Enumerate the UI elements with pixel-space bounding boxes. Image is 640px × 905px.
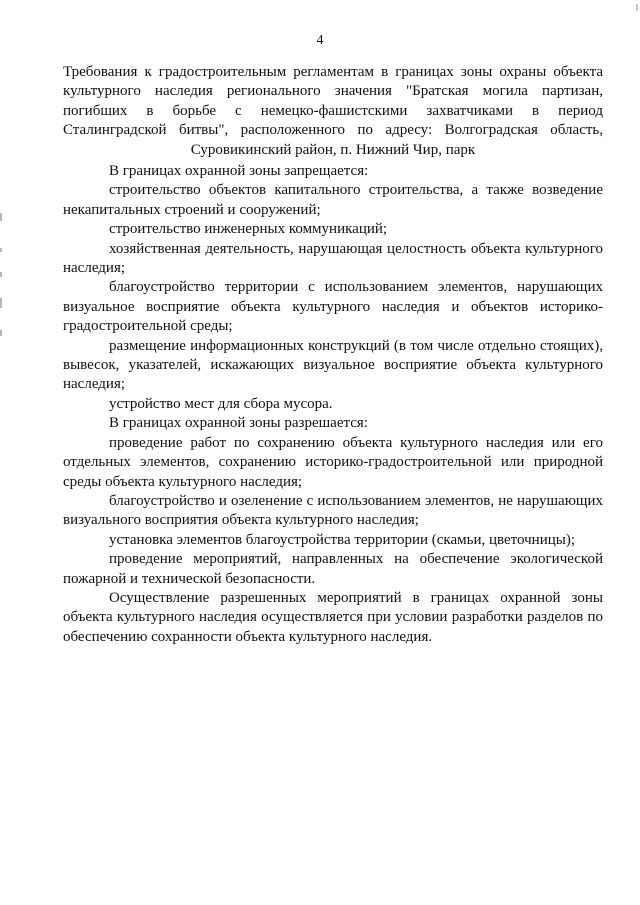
paragraph-item: проведение мероприятий, направленных на обеспечение экологической пожарной и технической безопасности. [63, 551, 603, 587]
document-body [63, 162, 603, 647]
paragraph-item: благоустройство и озеленение с использованием элементов, не нарушающих визуального восприятия объекта культурного наследия; [63, 492, 603, 529]
page-number: 4 [316, 33, 324, 48]
scan-edge-mark [636, 4, 638, 11]
scan-edge-mark [0, 330, 2, 336]
paragraph-item: устройство мест для сбора мусора. [109, 395, 333, 412]
paragraph-item: строительство объектов капитального строительства, а также возведение некапитальных строений и сооружений; [63, 182, 603, 218]
paragraph-item: проведение работ по сохранению объекта культурного наследия или его отдельных элементов, сохранению историко-градостроительной или природной среды объекта культурного наследия; [63, 434, 603, 490]
document-title: Требования к градостроительным регламентам в границах зоны охраны объекта культурного наследия регионального значения "Братская могила партизан, погибших в борьбе с немецко-фашистскими захватчиками в период Сталинградской битвы", расположенного по адресу: Волгоградская область, Суровикинский район, п. Нижний Чир, парк [63, 64, 603, 158]
paragraph-item: строительство инженерных коммуникаций; [109, 221, 388, 238]
paragraph-prohibited-heading: В границах охранной зоны запрещается: [109, 163, 369, 179]
paragraph-item: хозяйственная деятельность, нарушающая целостность объекта культурного наследия; [63, 240, 603, 277]
scan-edge-mark [0, 248, 2, 252]
paragraph-permitted-heading: В границах охранной зоны разрешается: [109, 415, 368, 432]
paragraph-conclusion: Осуществление разрешенных мероприятий в границах охранной зоны объекта культурного наследия осуществляется при условии разработки разделов по обеспечению сохранности объекта культурного наследия. [63, 589, 603, 645]
scan-edge-mark [0, 272, 2, 277]
paragraph-item: размещение информационных конструкций (в том числе отдельно стоящих), вывесок, указателей, искажающих визуальное восприятие объекта культурного наследия; [63, 337, 603, 393]
paragraph-item: благоустройство территории с использованием элементов, нарушающих визуальное восприятие объекта культурного наследия и объектов историко-градостроительной среды; [63, 279, 603, 335]
scan-edge-mark [0, 298, 2, 308]
paragraph-item: установка элементов благоустройства территории (скамьи, цветочницы); [109, 531, 575, 548]
scan-edge-mark [0, 213, 2, 221]
